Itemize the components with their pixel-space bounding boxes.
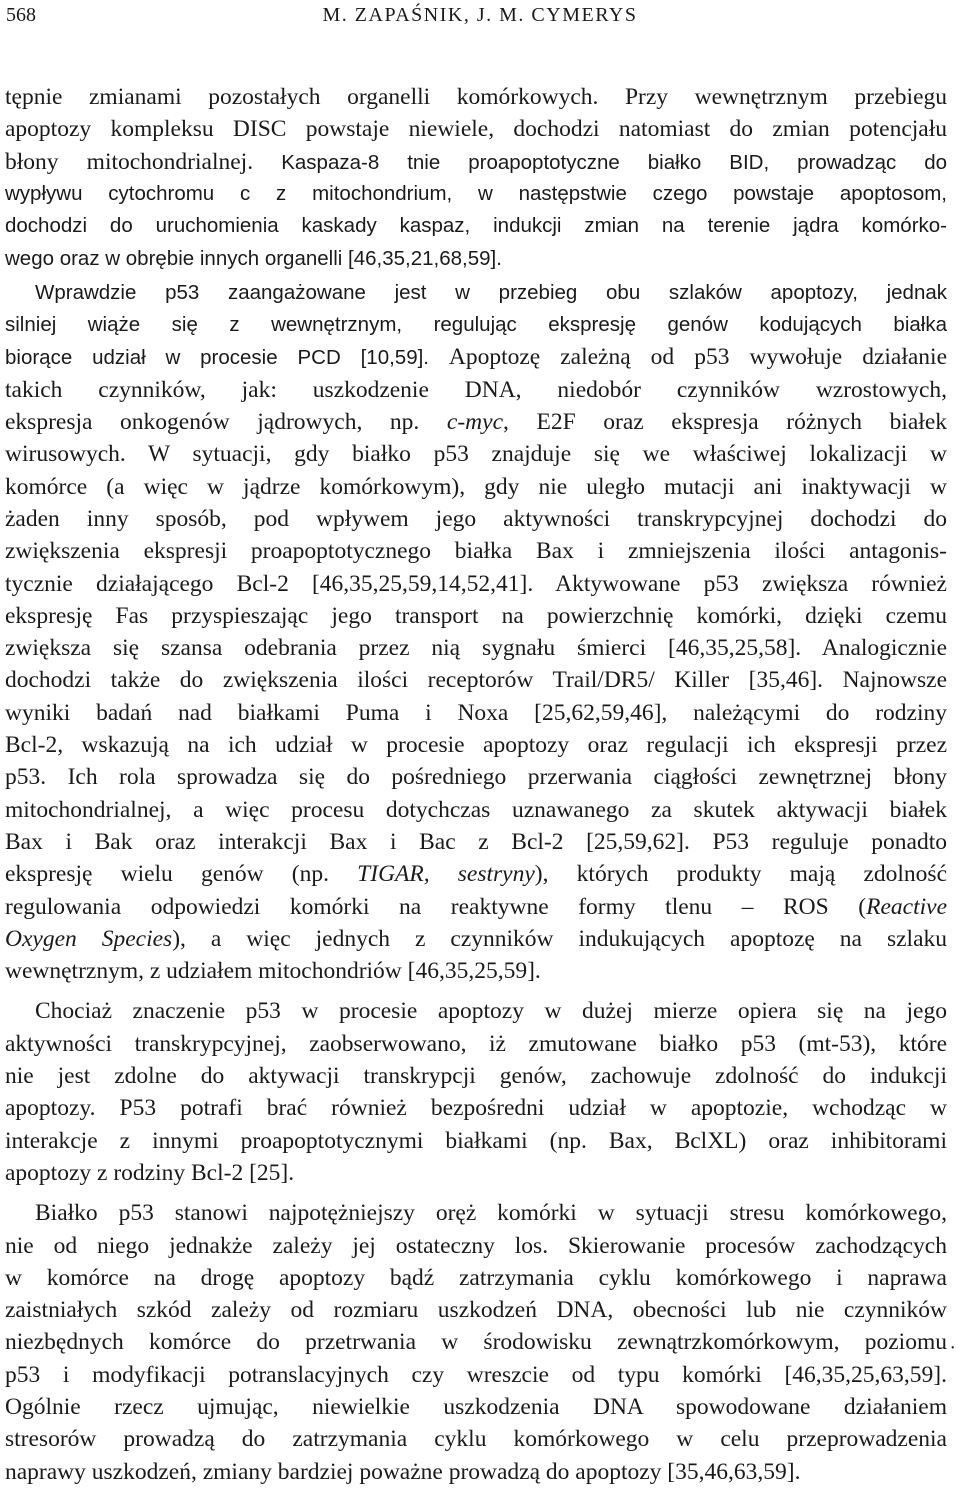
text-line (5, 1230, 947, 1262)
margin-mark: · (949, 1337, 956, 1359)
text-segment: wirusowych. W sytuacji, gdy białko p53 znajduje się we właściwej lokalizacji w (5, 441, 947, 468)
text-segment: Ogólnie rzecz ujmując, niewielkie uszkodzenia DNA spowodowane działaniem (5, 1394, 947, 1420)
text-segment: żaden inny sposób, pod wpływem jego aktywności transkrypcyjnej dochodzi do (5, 505, 947, 532)
text-line (5, 210, 947, 242)
text-line (5, 632, 947, 664)
text-segment: Chociaż znaczenie p53 w procesie apoptozy w dużej mierze opiera się na jego (35, 998, 947, 1025)
text-line (5, 1391, 947, 1423)
page-number: 568 (6, 4, 36, 26)
text-segment: regulowania odpowiedzi komórki na reaktywne formy tlenu – ROS ( (5, 893, 867, 920)
text-segment: takich czynników, jak: uszkodzenie DNA, niedobór czynników wzrostowych, (5, 376, 947, 403)
text-line (5, 438, 947, 470)
text-segment: wypływu cytochromu c z mitochondrium, w następstwie czego powstaje apoptosom, (5, 181, 947, 205)
text-segment: zwiększenia ekspresji proapoptotycznego białka Bax i zmniejszenia ilości antagonis- (5, 538, 947, 565)
text-segment: zwiększa się szansa odebrania przez nią sygnału śmierci [46,35,25,58]. Analogicznie (5, 635, 947, 662)
text-line (5, 1262, 947, 1294)
text-segment: Kaspaza-8 tnie proapoptotyczne białko BID, prowadząc do (281, 150, 947, 174)
text-line (5, 406, 947, 438)
text-segment: dochodzi także do zwiększenia ilości receptorów Trail/DR5/ Killer [35,46]. Najnowsze (5, 667, 947, 694)
text-line (5, 341, 947, 373)
text-segment: wyniki badań nad białkami Puma i Noxa [25,62,59,46], należącymi do rodziny (5, 699, 947, 726)
page-header (6, 4, 954, 34)
text-segment: , E2F oraz ekspresja różnych białek (503, 409, 947, 435)
text-segment: biorące udział w procesie PCD [10,59]. (5, 346, 449, 370)
text-segment: apoptozy kompleksu DISC powstaje niewiele, dochodzi natomiast do zmian potencjału (5, 116, 947, 143)
text-line (5, 309, 947, 341)
text-line (5, 1359, 947, 1391)
text-line (5, 664, 947, 696)
text-segment: nie od niego jednakże zależy jej ostateczny los. Skierowanie procesów zachodzących (5, 1232, 947, 1259)
text-line (5, 277, 947, 309)
text-segment: tycznie działającego Bcl-2 [46,35,25,59,14,52,41]. Aktywowane p53 zwiększa również (5, 570, 947, 597)
text-line (5, 243, 947, 275)
text-line (5, 955, 947, 987)
text-line (5, 1157, 947, 1189)
text-line (5, 1028, 947, 1060)
text-line (5, 1125, 947, 1157)
text-segment: ekspresję Fas przyspieszając jego transport na powierzchnię komórki, dzięki czemu (5, 602, 947, 629)
text-line (5, 995, 947, 1027)
text-segment: silniej wiąże się z wewnętrznym, regulując ekspresję genów kodujących białka (5, 313, 947, 337)
text-segment: ), a więc jednych z czynników indukujących apoptozę na szlaku (172, 925, 947, 952)
text-line (5, 1197, 947, 1229)
text-segment: aktywności transkrypcyjnej, zaobserwowano, iż zmutowane białko p53 (mt-53), które (5, 1030, 947, 1057)
text-segment: Wprawdzie p53 zaangażowane jest w przebieg obu szlaków apoptozy, jednak (35, 280, 947, 304)
text-segment: błony mitochondrialnej. (5, 148, 282, 175)
text-line (5, 697, 947, 729)
text-line (5, 761, 947, 793)
text-line (5, 568, 947, 600)
text-segment: nie jest zdolne do aktywacji transkrypcji genów, zachowuje zdolność do indukcji (5, 1063, 947, 1089)
text-line (5, 81, 947, 113)
text-segment: Apoptozę zależną od p53 wywołuje działanie (448, 344, 947, 371)
text-line (5, 729, 947, 761)
text-segment: Reactive (866, 893, 947, 920)
text-segment: zaistniałych szkód zależy od rozmiaru uszkodzeń DNA, obecności lub nie czynników (5, 1297, 947, 1324)
text-segment: apoptozy. P53 potrafi brać również bezpośredni udział w apoptozie, wchodząc w (5, 1095, 947, 1122)
text-segment: apoptozy z rodziny Bcl-2 [25]. (5, 1159, 295, 1186)
text-line (5, 503, 947, 535)
text-segment: w komórce na drogę apoptozy bądź zatrzymania cyklu komórkowego i naprawa (5, 1264, 947, 1291)
text-segment: c-myc (446, 409, 503, 435)
text-line (5, 600, 947, 632)
text-segment: tępnie zmianami pozostałych organelli komórkowych. Przy wewnętrznym przebiegu (5, 84, 947, 110)
text-line (5, 891, 947, 923)
text-line (5, 535, 947, 567)
text-line (5, 794, 947, 826)
text-segment: TIGAR, sestryny (357, 861, 535, 888)
text-line (5, 471, 947, 503)
text-segment: interakcje z innymi proapoptotycznymi białkami (np. Bax, BclXL) oraz inhibitorami (5, 1127, 947, 1154)
text-line (5, 146, 947, 178)
text-segment: Bax i Bak oraz interakcji Bax i Bac z Bcl-2 [25,59,62]. P53 reguluje ponadto (5, 828, 947, 855)
text-segment: komórce (a więc w jądrze komórkowym), gdy nie uległo mutacji ani inaktywacji w (5, 473, 947, 500)
text-segment: ekspresja onkogenów jądrowych, np. (5, 409, 447, 435)
text-segment: wewnętrznym, z udziałem mitochondriów [46,35,25,59]. (5, 958, 541, 985)
text-line (5, 374, 947, 406)
text-segment: naprawy uszkodzeń, zmiany bardziej poważne prowadzą do apoptozy [35,46,63,59]. (5, 1458, 801, 1485)
text-line (5, 113, 947, 145)
text-segment: niezbędnych komórce do przetrwania w środowisku zewnątrzkomórkowym, poziomu (5, 1329, 947, 1356)
text-segment: dochodzi do uruchomienia kaskady kaspaz, indukcji zmian na terenie jądra komórko- (5, 214, 947, 238)
text-segment: ), których produkty mają zdolność (534, 861, 947, 888)
text-line (5, 826, 947, 858)
text-line (5, 1294, 947, 1326)
text-line (5, 1092, 947, 1124)
text-line (5, 858, 947, 890)
text-line (5, 923, 947, 955)
text-segment: Białko p53 stanowi najpotężniejszy oręż komórki w sytuacji stresu komórkowego, (35, 1200, 947, 1227)
text-segment: Bcl-2, wskazują na ich udział w procesie apoptozy oraz regulacji ich ekspresji przez (5, 732, 947, 758)
text-segment: stresorów prowadzą do zatrzymania cyklu komórkowego w celu przeprowadzenia (5, 1426, 947, 1453)
text-line (5, 1423, 947, 1455)
text-segment: Oxygen Species (5, 925, 173, 952)
text-line (5, 1326, 947, 1358)
running-head: M. ZAPAŚNIK, J. M. CYMERYS (322, 4, 638, 26)
text-line (5, 1456, 947, 1488)
text-line (5, 178, 947, 210)
text-segment: wego oraz w obrębie innych organelli [46,35,21,68,59]. (5, 246, 502, 270)
text-segment: mitochondrialnej, a więc procesu dotychczas uznawanego za skutek aktywacji białek (5, 796, 947, 823)
text-segment: p53 i modyfikacji potranslacyjnych czy wreszcie od typu komórki [46,35,25,63,59]. (5, 1361, 947, 1388)
text-line (5, 1060, 947, 1092)
text-segment: ekspresję wielu genów (np. (5, 861, 358, 888)
text-segment: p53. Ich rola sprowadza się do pośredniego przerwania ciągłości zewnętrznej błony (5, 764, 947, 791)
